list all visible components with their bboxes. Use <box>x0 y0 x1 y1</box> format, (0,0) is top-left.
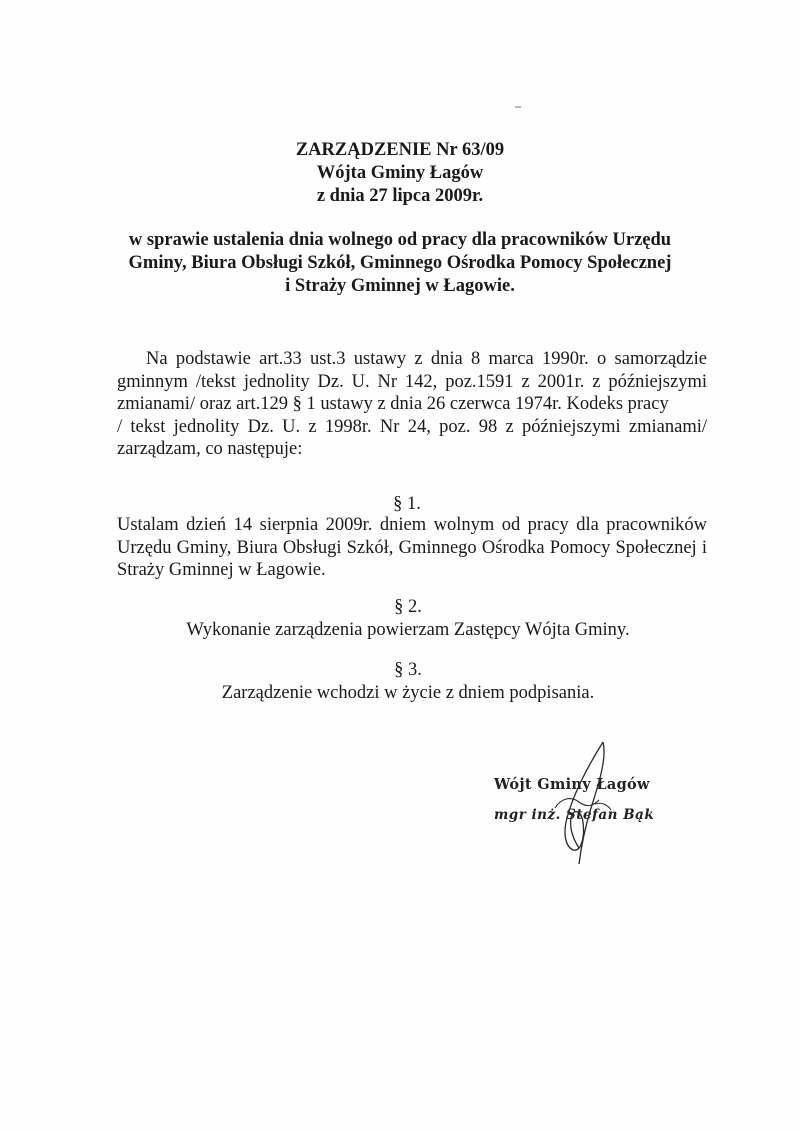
section-1-text <box>117 514 707 582</box>
scan-speck <box>515 106 521 108</box>
section-1-line: Urzędu Gminy, Biura Obsługi Szkół, Gminnego Ośrodka Pomocy Społecznej i <box>117 537 707 558</box>
preamble-line: Na podstawie art.33 ust.3 ustawy z dnia 8 marca 1990r. o samorządzie <box>146 349 707 369</box>
stamp-name: mgr inż. Stefan Bąk <box>494 807 655 823</box>
section-3-number: § 3. <box>394 660 422 680</box>
preamble-paragraph <box>117 348 707 461</box>
section-1-line: Straży Gminnej w Łagowie. <box>117 560 326 580</box>
section-3-text: Zarządzenie wchodzi w życie z dniem podpisania. <box>221 683 595 703</box>
preamble-line: zarządzam, co następuje: <box>117 439 303 459</box>
subject-line: Gminy, Biura Obsługi Szkół, Gminnego Ośrodka Pomocy Społecznej <box>128 253 672 273</box>
document-header <box>0 139 800 208</box>
document-title: ZARZĄDZENIE Nr 63/09 <box>295 140 505 160</box>
document-subject <box>0 229 800 298</box>
section-1-number: § 1. <box>393 494 421 514</box>
subject-line: i Straży Gminnej w Łagowie. <box>285 276 515 296</box>
preamble-line: gminnym /tekst jednolity Dz. U. Nr 142, poz.1591 z 2001r. z późniejszymi <box>117 371 707 392</box>
section-2-number: § 2. <box>394 597 422 617</box>
document-issuer: Wójta Gminy Łagów <box>316 163 484 183</box>
stamp-title: Wójt Gminy Łagów <box>494 776 650 793</box>
section-1-line: Ustalam dzień 14 sierpnia 2009r. dniem wolnym od pracy dla pracowników <box>117 515 707 535</box>
subject-line: w sprawie ustalenia dnia wolnego od pracy dla pracowników Urzędu <box>128 230 672 250</box>
handwritten-signature <box>535 738 635 868</box>
preamble-line: / tekst jednolity Dz. U. z 1998r. Nr 24, poz. 98 z późniejszymi zmianami/ <box>117 416 707 437</box>
preamble-line: zmianami/ oraz art.129 § 1 ustawy z dnia 26 czerwca 1974r. Kodeks pracy <box>117 394 669 414</box>
section-2-text: Wykonanie zarządzenia powierzam Zastępcy Wójta Gminy. <box>186 620 630 640</box>
document-date: z dnia 27 lipca 2009r. <box>316 186 484 206</box>
